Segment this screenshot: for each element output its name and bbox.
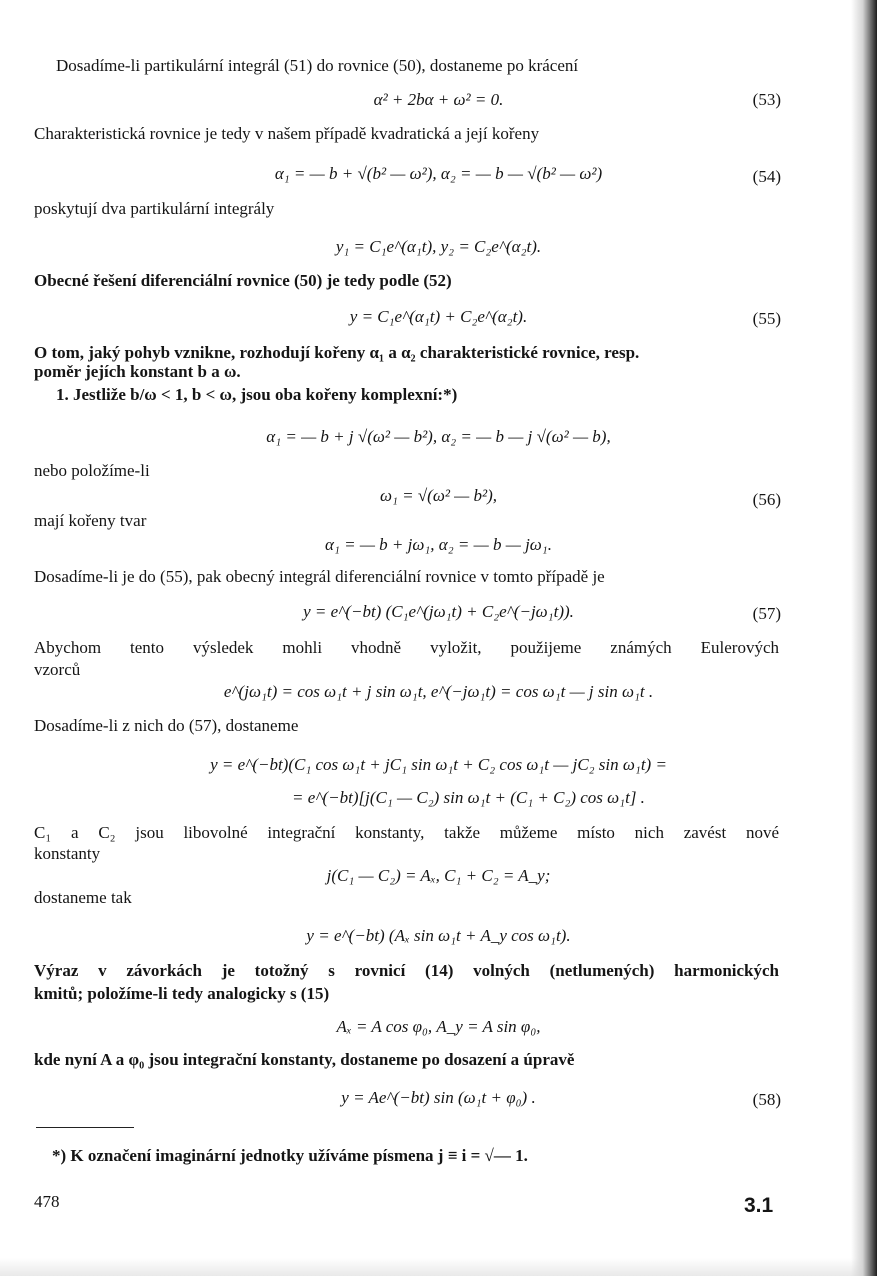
equation-partial-integrals: y₁ = C₁e^(α₁t), y₂ = C₂e^(α₂t). (335, 237, 542, 256)
paragraph-line: dostaneme tak (34, 888, 132, 907)
book-binding-shadow (851, 0, 877, 1276)
equation-expansion-1: y = e^(−bt)(C₁ cos ω₁t + jC₁ sin ω₁t + C₂ cos ω₁t — jC₂ sin ω₁t) = (210, 755, 667, 774)
equation-number: (54) (752, 167, 781, 186)
scan-bottom-shadow (0, 1258, 877, 1276)
equation-number: (56) (752, 490, 781, 509)
paragraph-line: O tom, jaký pohyb vznikne, rozhodují kořeny α₁ a α₂ charakteristické rovnice, resp. (34, 343, 640, 362)
footnote-rule (36, 1127, 134, 1128)
equation-54: α₁ = — b + √(b² — ω²), α₂ = — b — √(b² — ω²) (274, 164, 603, 183)
paragraph-line: Charakteristická rovnice je tedy v našem případě kvadratická a její kořeny (34, 124, 540, 143)
equation-roots-form: α₁ = — b + jω₁, α₂ = — b — jω₁. (325, 535, 552, 554)
equation-expansion-2: = e^(−bt)[j(C₁ — C₂) sin ω₁t + (C₁ + C₂) cos ω₁t] . (292, 788, 645, 807)
paragraph-line: kmitů; položíme-li tedy analogicky s (15) (34, 984, 330, 1003)
paragraph-line: Obecné řešení diferenciální rovnice (50) je tedy podle (52) (34, 271, 452, 290)
equation-number: (58) (752, 1090, 781, 1109)
paragraph-line: Dosadíme-li z nich do (57), dostaneme (34, 716, 299, 735)
paragraph-line: nebo položíme-li (34, 461, 150, 480)
equation-53: α² + 2bα + ω² = 0. (373, 90, 504, 109)
equation-euler: e^(jω₁t) = cos ω₁t + j sin ω₁t, e^(−jω₁t) = cos ω₁t — j sin ω₁t . (223, 682, 654, 701)
paragraph-line: Dosadíme-li je do (55), pak obecný integrál diferenciální rovnice v tomto případě je (34, 567, 605, 586)
equation-57: y = e^(−bt) (C₁e^(jω₁t) + C₂e^(−jω₁t)). (303, 602, 574, 621)
equation-solution: y = e^(−bt) (Aₓ sin ω₁t + A_y cos ω₁t). (306, 926, 571, 945)
paragraph-line: Dosadíme-li partikulární integrál (51) do rovnice (50), dostaneme po krácení (56, 56, 579, 75)
paragraph-line: mají kořeny tvar (34, 511, 147, 530)
equation-analogy: Aₓ = A cos φ₀, A_y = A sin φ₀, (336, 1017, 541, 1036)
equation-number: (55) (752, 309, 781, 328)
paragraph-line: kde nyní A a φ₀ jsou integrační konstanty, dostaneme po dosazení a úpravě (34, 1050, 575, 1069)
paragraph-line: 1. Jestliže b/ω < 1, b < ω, jsou oba kořeny komplexní:*) (56, 385, 458, 404)
equation-complex-roots: α₁ = — b + j √(ω² — b²), α₂ = — b — j √(ω² — b), (266, 427, 611, 446)
equation-new-constants: j(C₁ — C₂) = Aₓ, C₁ + C₂ = A_y; (326, 866, 551, 885)
page-number: 478 (34, 1192, 60, 1211)
equation-56: ω₁ = √(ω² — b²), (379, 486, 498, 505)
equation-number: (57) (752, 604, 781, 623)
equation-55: y = C₁e^(α₁t) + C₂e^(α₂t). (349, 307, 528, 326)
paragraph-line: poměr jejích konstant b a ω. (34, 362, 241, 381)
paragraph-line: Výraz v závorkách je totožný s rovnicí (14) volných (netlumených) harmonických (34, 961, 779, 980)
paragraph-line: konstanty (34, 844, 101, 863)
paragraph-line: poskytují dva partikulární integrály (34, 199, 275, 218)
equation-number: (53) (752, 90, 781, 109)
footnote: *) K označení imaginární jednotky užíváme písmena j ≡ i = √— 1. (52, 1146, 528, 1165)
paragraph-line: C₁ a C₂ jsou libovolné integrační konstanty, takže můžeme místo nich zavést nové (34, 823, 779, 842)
section-mark: 3.1 (744, 1194, 774, 1217)
paragraph-line: vzorců (34, 660, 81, 679)
equation-58: y = Ae^(−bt) sin (ω₁t + φ₀) . (341, 1088, 536, 1107)
paragraph-line: Abychom tento výsledek mohli vhodně vyložit, použijeme známých Eulerových (34, 638, 779, 657)
